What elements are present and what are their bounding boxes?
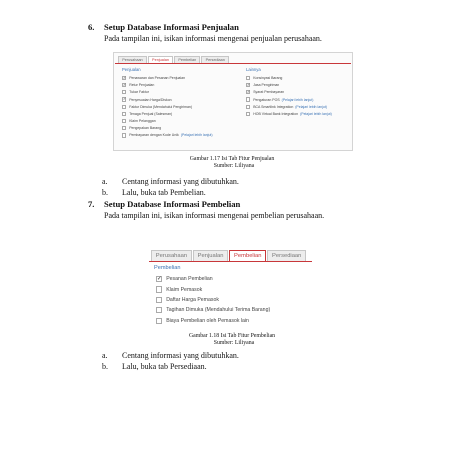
list-item[interactable] xyxy=(246,89,332,96)
list-item[interactable] xyxy=(122,89,213,96)
checkbox[interactable]: ✓ xyxy=(157,276,162,283)
section-6-number: 6. xyxy=(88,22,95,32)
list-item[interactable] xyxy=(122,110,213,117)
list-item[interactable] xyxy=(122,103,213,110)
checkbox[interactable]: ✓ xyxy=(123,97,127,102)
tab-persediaan[interactable]: Persediaan xyxy=(267,250,306,261)
list-item[interactable] xyxy=(156,274,270,284)
section-6-title: Setup Database Informasi Penjualan xyxy=(104,22,239,32)
list-item[interactable] xyxy=(246,103,332,110)
section-7-title: Setup Database Informasi Pembelian xyxy=(104,199,241,209)
list-item[interactable] xyxy=(246,82,332,89)
list-item[interactable] xyxy=(156,316,270,326)
item-label: Pengaturan POS xyxy=(253,97,280,102)
tab-pembelian[interactable]: Pembelian xyxy=(229,250,266,261)
checkbox[interactable] xyxy=(122,119,126,123)
item-label: Pembayaran dengan Kode Unik xyxy=(129,133,179,138)
checkbox[interactable] xyxy=(246,105,250,109)
checkbox[interactable] xyxy=(246,112,250,116)
figure-117-caption xyxy=(0,156,464,169)
sales-column xyxy=(122,67,213,139)
item-label: Syarat Pembayaran xyxy=(253,90,285,95)
step-7a xyxy=(102,351,239,360)
figure-118-caption xyxy=(0,333,464,346)
checkbox[interactable]: ✓ xyxy=(247,90,251,95)
sales-column-title: Penjualan xyxy=(122,67,141,72)
step-6b xyxy=(102,188,206,197)
purchase-options xyxy=(156,274,270,326)
item-label: Penyesuaian Harga/Diskon xyxy=(129,97,172,102)
section-6-intro: Pada tampilan ini, isikan informasi mengenai penjualan perusahaan. xyxy=(104,34,322,43)
tab-perusahaan[interactable]: Perusahaan xyxy=(151,250,192,261)
feature-tabs xyxy=(151,250,307,261)
list-item[interactable] xyxy=(122,96,213,103)
item-label: Konsinyasi Barang xyxy=(253,75,283,80)
checkbox[interactable]: ✓ xyxy=(123,83,127,88)
step-text: Centang informasi yang dibutuhkan. xyxy=(122,177,239,186)
item-label: Tagihan Dimuka (Mendahului Terima Barang) xyxy=(166,307,271,314)
checkbox[interactable] xyxy=(122,112,126,116)
section-7-heading xyxy=(88,199,240,209)
item-label: Biaya Pembelian oleh Pemasok lain xyxy=(166,317,249,324)
list-item[interactable] xyxy=(122,118,213,125)
tab-underline xyxy=(115,63,351,64)
tab-persediaan[interactable]: Persediaan xyxy=(201,56,229,63)
figure-sales-features-screenshot xyxy=(113,52,353,151)
item-label: Penawaran dan Pesanan Penjualan xyxy=(129,75,186,80)
list-item[interactable] xyxy=(156,295,270,305)
step-label: a. xyxy=(102,351,108,360)
item-label: Daftar Harga Pemasok xyxy=(166,296,219,303)
checkbox[interactable] xyxy=(122,90,126,94)
tab-perusahaan[interactable]: Perusahaan xyxy=(118,56,147,63)
list-item[interactable] xyxy=(122,132,213,139)
item-label: Retur Penjualan xyxy=(129,83,155,88)
list-item[interactable] xyxy=(156,284,270,294)
figure-117-source: Sumber: Liliyana xyxy=(213,162,255,169)
step-label: b. xyxy=(102,188,108,197)
section-7-intro: Pada tampilan ini, isikan informasi mengenai pembelian perusahaan. xyxy=(104,211,325,220)
checkbox[interactable]: ✓ xyxy=(247,83,251,88)
step-7b xyxy=(102,362,207,371)
step-text: Centang informasi yang dibutuhkan. xyxy=(122,351,239,360)
tab-underline xyxy=(149,261,312,262)
figure-117-title: Gambar 1.17 Isi Tab Fitur Penjualan xyxy=(189,156,275,162)
checkbox[interactable] xyxy=(246,97,250,101)
figure-118-source: Sumber: Liliyana xyxy=(213,339,255,346)
learn-more-link[interactable]: (Pelajari lebih lanjut) xyxy=(295,104,327,109)
figure-purchase-features-screenshot xyxy=(149,250,312,326)
step-label: b. xyxy=(102,362,108,371)
item-label: Klaim Pelanggan xyxy=(129,119,156,124)
learn-more-link[interactable]: (Pelajari lebih lanjut) xyxy=(300,111,332,116)
step-label: a. xyxy=(102,177,108,186)
step-6a xyxy=(102,177,239,186)
step-text: Lalu, buka tab Pembelian. xyxy=(122,188,206,197)
learn-more-link[interactable]: (Pelajari lebih lanjut) xyxy=(180,133,213,138)
checkbox[interactable] xyxy=(156,307,162,313)
step-text: Lalu, buka tab Persediaan. xyxy=(122,362,207,371)
other-column-title: Lainnya xyxy=(246,67,261,72)
item-label: Faktur Dimuka (Mendahului Pengiriman) xyxy=(129,104,193,109)
item-label: HOB Virtual Bank Integration xyxy=(253,111,299,116)
checkbox[interactable] xyxy=(122,133,126,137)
list-item[interactable] xyxy=(246,96,332,103)
checkbox[interactable] xyxy=(156,286,162,292)
list-item[interactable] xyxy=(122,125,213,132)
other-column xyxy=(246,67,332,118)
list-item[interactable] xyxy=(156,305,270,315)
item-label: Tenaga Penjual (Salesman) xyxy=(129,111,173,116)
checkbox[interactable]: ✓ xyxy=(123,75,127,80)
checkbox[interactable] xyxy=(246,76,250,80)
tab-penjualan[interactable]: Penjualan xyxy=(193,250,228,261)
checkbox[interactable] xyxy=(156,318,162,324)
tab-penjualan[interactable]: Penjualan xyxy=(148,56,173,63)
item-label: Jasa Pengiriman xyxy=(253,83,280,88)
list-item[interactable] xyxy=(122,74,213,81)
item-label: Tukar Faktur xyxy=(129,90,149,95)
purchase-section-title: Pembelian xyxy=(154,265,181,271)
item-label: Klaim Pemasok xyxy=(166,286,203,293)
checkbox[interactable] xyxy=(156,297,162,303)
list-item[interactable] xyxy=(246,74,332,81)
section-7-number: 7. xyxy=(88,199,95,209)
section-6-heading xyxy=(88,22,239,32)
feature-tabs xyxy=(118,56,230,63)
tab-pembelian[interactable]: Pembelian xyxy=(174,56,200,63)
checkbox[interactable] xyxy=(122,105,126,109)
item-label: Pengepakan Barang xyxy=(129,126,162,131)
checkbox[interactable] xyxy=(122,126,126,130)
item-label: Pesanan Pembelian xyxy=(166,276,213,283)
learn-more-link[interactable]: (Pelajari lebih lanjut) xyxy=(281,97,314,102)
list-item[interactable] xyxy=(246,110,332,117)
list-item[interactable] xyxy=(122,82,213,89)
item-label: BCA Smartlink Integration xyxy=(253,104,294,109)
figure-118-title: Gambar 1.18 Isi Tab Fitur Pembelian xyxy=(188,333,276,339)
